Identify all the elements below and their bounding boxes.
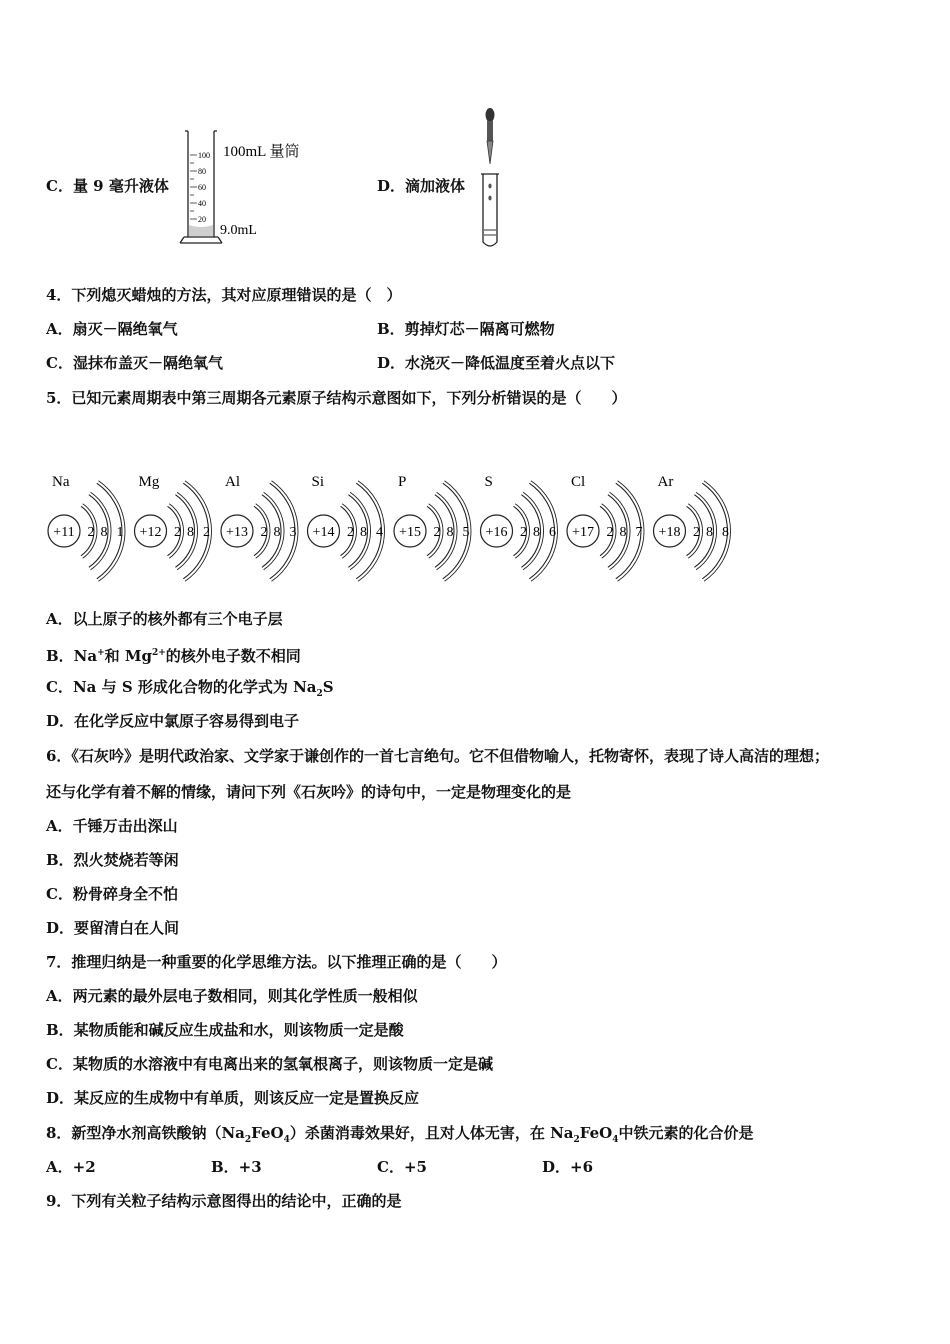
atom-symbol: Cl xyxy=(571,474,586,490)
cylinder-tick: 60 xyxy=(198,183,206,192)
electron-shell-count: 8 xyxy=(360,525,367,540)
atom-nucleus-charge: +12 xyxy=(139,525,162,540)
atom-symbol: Si xyxy=(311,474,325,490)
q3-option-c: C．量 9 毫升液体 xyxy=(46,177,169,195)
q4-option-a: A．扇灭－隔绝氧气 xyxy=(46,320,178,338)
cylinder-reading-label: 9.0mL xyxy=(220,223,257,238)
electron-shell-count: 2 xyxy=(347,525,354,540)
electron-shell-count: 8 xyxy=(187,525,194,540)
q5-option-a: A．以上原子的核外都有三个电子层 xyxy=(46,610,283,628)
q7-option-c: C．某物质的水溶液中有电离出来的氢氧根离子，则该物质一定是碱 xyxy=(46,1055,493,1073)
electron-shell-count: 8 xyxy=(722,525,729,540)
electron-shell-count: 2 xyxy=(520,525,527,540)
atom-diagram xyxy=(567,474,644,581)
q5-b-text-1: B．Na xyxy=(46,647,98,665)
q5-c-text-1: C．Na 与 S 形成化合物的化学式为 Na xyxy=(46,678,317,696)
atom-diagram xyxy=(308,474,385,581)
atom-nucleus-charge: +11 xyxy=(53,525,75,540)
q5-option-d: D．在化学反应中氯原子容易得到电子 xyxy=(46,712,300,730)
cylinder-tick: 100 xyxy=(198,151,210,160)
atom-symbol: Mg xyxy=(138,474,160,490)
q8-stem-text-3: ）杀菌消毒效果好，且对人体无害，在 Na xyxy=(289,1124,574,1142)
atom-nucleus-charge: +15 xyxy=(399,525,421,540)
electron-shell-count: 6 xyxy=(549,525,556,540)
q7-option-d: D．某反应的生成物中有单质，则该反应一定是置换反应 xyxy=(46,1089,420,1107)
electron-shell-count: 8 xyxy=(619,525,627,540)
q5-c-sub: 2 xyxy=(316,689,323,699)
q7-option-b: B．某物质能和碱反应生成盐和水，则该物质一定是酸 xyxy=(46,1021,404,1039)
atom-nucleus-charge: +16 xyxy=(485,525,508,540)
q6-option-d: D．要留清白在人间 xyxy=(46,919,180,937)
q3-option-d: D．滴加液体 xyxy=(377,177,466,195)
q8-option-d: D．+6 xyxy=(542,1158,594,1176)
q5-b-sup-1: + xyxy=(97,648,105,658)
q5-b-text-2: 和 Mg xyxy=(104,647,152,665)
cylinder-tick: 20 xyxy=(198,215,206,224)
atom-diagram xyxy=(135,474,212,581)
electron-shell-count: 8 xyxy=(100,525,108,540)
q8-stem-text-2: FeO xyxy=(251,1124,284,1142)
electron-shell-count: 2 xyxy=(606,525,614,540)
atom-nucleus-charge: +14 xyxy=(312,525,335,540)
q5-stem: 5．已知元素周期表中第三周期各元素原子结构示意图如下，下列分析错误的是（ ） xyxy=(46,389,627,407)
q9-stem: 9．下列有关粒子结构示意图得出的结论中，正确的是 xyxy=(46,1192,402,1210)
q4-option-d: D．水浇灭－降低温度至着火点以下 xyxy=(377,354,616,372)
q4-option-b: B．剪掉灯芯－隔离可燃物 xyxy=(377,320,555,338)
cylinder-capacity-label: 100mL 量筒 xyxy=(223,144,300,160)
graduated-cylinder-figure xyxy=(176,125,326,250)
q6-stem-line-1: 6．《石灰吟》是明代政治家、文学家于谦创作的一首七言绝句。它不但借物喻人，托物寄怀，表现了诗人高洁的理想； xyxy=(46,747,829,765)
electron-shell-count: 8 xyxy=(706,525,713,540)
q6-option-c: C．粉骨碎身全不怕 xyxy=(46,885,178,903)
electron-shell-count: 4 xyxy=(376,525,383,540)
electron-shell-count: 2 xyxy=(203,525,210,540)
q8-stem-sub-3: 2 xyxy=(573,1135,580,1145)
electron-shell-count: 5 xyxy=(462,525,470,540)
atom-nucleus-charge: +13 xyxy=(226,525,248,540)
atom-symbol: Na xyxy=(52,474,70,490)
dropper-and-test-tube-figure xyxy=(476,106,506,252)
q5-b-sup-2: 2+ xyxy=(151,648,166,658)
atom-symbol: P xyxy=(398,474,407,490)
q8-stem-sub-2: 4 xyxy=(283,1135,290,1145)
q4-option-c: C．湿抹布盖灭－隔绝氧气 xyxy=(46,354,223,372)
atom-diagram xyxy=(48,474,125,581)
atom-diagram xyxy=(481,474,558,581)
atom-symbol: Ar xyxy=(657,474,674,490)
q7-stem: 7．推理归纳是一种重要的化学思维方法。以下推理正确的是（ ） xyxy=(46,953,507,971)
q5-option-b xyxy=(46,643,301,666)
cylinder-tick: 80 xyxy=(198,167,206,176)
q8-option-a: A．+2 xyxy=(46,1158,96,1176)
q4-stem: 4．下列熄灭蜡烛的方法，其对应原理错误的是（ ） xyxy=(46,286,402,304)
q6-option-a: A．千锤万击出深山 xyxy=(46,817,178,835)
q6-option-b: B．烈火焚烧若等闲 xyxy=(46,851,179,869)
q8-stem-sub-1: 2 xyxy=(244,1135,252,1145)
q8-option-b: B．+3 xyxy=(211,1158,262,1176)
electron-shell-count: 1 xyxy=(116,525,124,540)
electron-shell-count: 2 xyxy=(87,525,95,540)
atom-symbol: S xyxy=(484,474,493,490)
atom-nucleus-charge: +17 xyxy=(572,525,594,540)
atom-diagram xyxy=(221,474,298,581)
electron-shell-count: 3 xyxy=(289,525,297,540)
electron-shell-count: 2 xyxy=(433,525,441,540)
q5-option-c xyxy=(46,677,334,704)
q8-stem-sub-4: 4 xyxy=(612,1135,619,1145)
electron-shell-count: 7 xyxy=(635,525,643,540)
electron-shell-count: 8 xyxy=(446,525,454,540)
electron-shell-count: 2 xyxy=(260,525,268,540)
q5-b-text-3: 的核外电子数不相同 xyxy=(165,647,301,665)
electron-shell-count: 2 xyxy=(174,525,181,540)
atom-nucleus-charge: +18 xyxy=(658,525,681,540)
cylinder-tick: 40 xyxy=(198,199,206,208)
q8-stem-text-1: 8．新型净水剂高铁酸钠（Na xyxy=(46,1124,245,1142)
electron-shell-count: 8 xyxy=(273,525,281,540)
electron-shell-count: 8 xyxy=(533,525,540,540)
q7-option-a: A．两元素的最外层电子数相同，则其化学性质一般相似 xyxy=(46,987,418,1005)
atom-symbol: Al xyxy=(225,474,240,490)
atomic-structure-diagrams xyxy=(40,462,740,587)
electron-shell-count: 2 xyxy=(693,525,700,540)
q8-stem xyxy=(46,1123,754,1150)
q8-stem-text-5: 中铁元素的化合价是 xyxy=(618,1124,754,1142)
q5-c-text-2: S xyxy=(322,678,334,696)
q8-stem-text-4: FeO xyxy=(579,1124,613,1142)
q8-option-c: C．+5 xyxy=(377,1158,427,1176)
atom-diagram xyxy=(394,474,471,581)
q6-stem-line-2: 还与化学有着不解的情缘，请问下列《石灰吟》的诗句中，一定是物理变化的是 xyxy=(46,783,572,801)
atom-diagram xyxy=(654,474,731,581)
